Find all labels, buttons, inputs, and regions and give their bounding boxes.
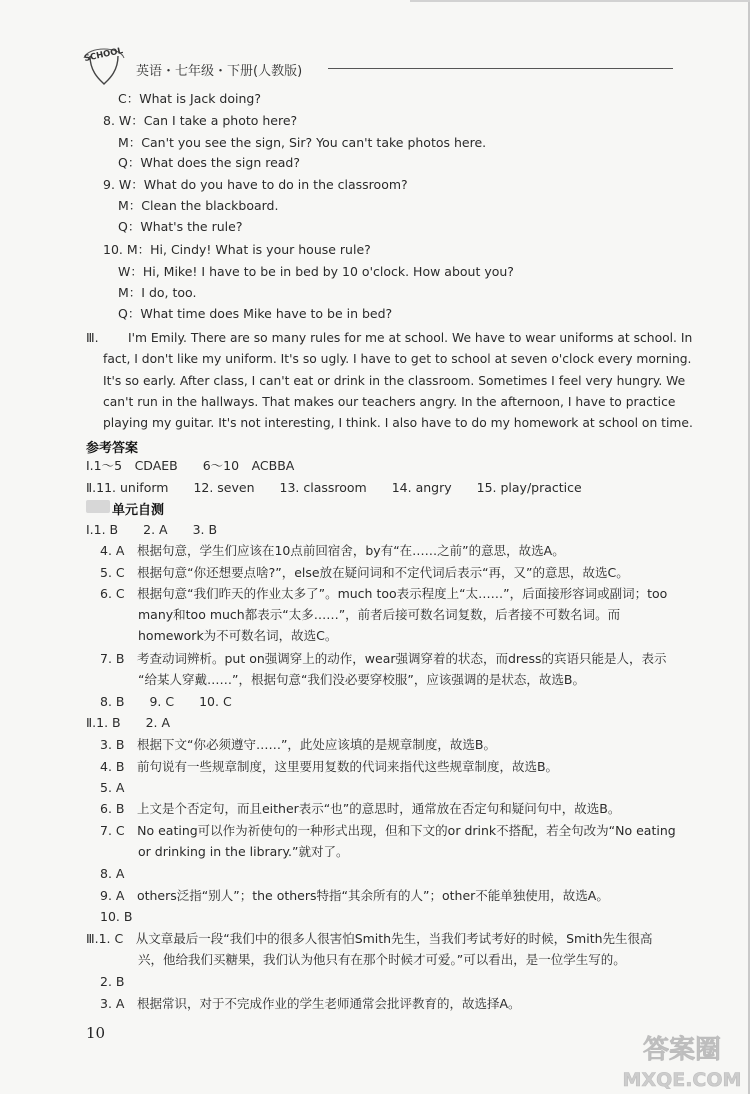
dialog-line: M：Clean the blackboard. xyxy=(118,198,279,213)
answers-heading: 参考答案 xyxy=(86,441,139,456)
unit-test-heading: 单元自测 xyxy=(112,503,165,518)
unit-test-line: 7. C No eating可以作为祈使句的一种形式出现，但和下文的or drink不搭配，若全句改为“No eating xyxy=(100,823,676,838)
dialog-line: W：Hi, Mike! I have to be in bed by 10 o'clock. How about you? xyxy=(118,264,514,279)
unit-test-line: 3. A 根据常识，对于不完成作业的学生老师通常会批评教育的，故选择A。 xyxy=(100,996,521,1011)
unit-test-line: 2. B xyxy=(100,974,125,989)
dialog-line: 9. W：What do you have to do in the classroom? xyxy=(103,177,408,192)
unit-test-line: 4. B 前句说有一些规章制度，这里要用复数的代词来指代这些规章制度，故选B。 xyxy=(100,759,559,774)
dialog-line: M：I do, too. xyxy=(118,285,197,300)
answer-line: Ⅱ.11. uniform 12. seven 13. classroom 14. angry 15. play/practice xyxy=(86,480,582,495)
unit-test-line: 8. B 9. C 10. C xyxy=(100,694,232,709)
unit-test-line: 8. A xyxy=(100,866,125,881)
page-number: 10 xyxy=(86,1024,106,1042)
dialog-line: 10. M：Hi, Cindy! What is your house rule? xyxy=(103,242,371,257)
page-header xyxy=(78,42,678,86)
unit-test-line: 10. B xyxy=(100,909,133,924)
unit-test-line: 4. A 根据句意，学生们应该在10点前回宿舍，by有“在……之前”的意思，故选A。 xyxy=(100,543,565,558)
watermark-logo-icon xyxy=(618,1030,746,1092)
header-rule xyxy=(328,68,673,69)
unit-test-line: Ⅱ.1. B 2. A xyxy=(86,715,171,730)
unit-test-line: 6. C 根据句意“我们昨天的作业太多了”。much too表示程度上“太……”，后面接形容词或副词；too xyxy=(100,586,668,601)
unit-test-line: 7. B 考查动词辨析。put on强调穿上的动作，wear强调穿着的状态，而dress的宾语只能是人，表示 xyxy=(100,651,667,666)
logo-text: SCHOOL xyxy=(83,46,124,65)
unit-badge-icon xyxy=(86,500,110,513)
unit-test-line: 3. B 根据下文“你必须遵守……”，此处应该填的是规章制度，故选B。 xyxy=(100,737,497,752)
passage-line: It's so early. After class, I can't eat or drink in the classroom. Sometimes I feel very hungry. We xyxy=(103,374,686,388)
passage-marker: Ⅲ. xyxy=(86,330,99,345)
unit-test-line: many和too much都表示“太多……”，前者后接可数名词复数，后者接不可数名词。而 xyxy=(138,607,621,622)
page-top-edge xyxy=(410,0,750,2)
passage-line: I'm Emily. There are so many rules for me at school. We have to wear uniforms at school. In xyxy=(128,331,693,345)
school-logo-icon xyxy=(78,42,130,86)
unit-test-line: 9. A others泛指“别人”；the others特指“其余所有的人”；other不能单独使用，故选A。 xyxy=(100,888,609,903)
dialog-line: Q：What's the rule? xyxy=(118,219,243,234)
unit-test-line: 5. C 根据句意“你还想要点啥?”，else放在疑问词和不定代词后表示“再，又”的意思，故选C。 xyxy=(100,565,629,580)
passage-line: playing my guitar. It's not interesting, I think. I also have to do my homework at school on time. xyxy=(103,416,693,430)
watermark-top-text: 答案圈 xyxy=(642,1035,722,1065)
unit-test-line: 6. B 上文是个否定句，而且either表示“也”的意思时，通常放在否定句和疑问句中，故选B。 xyxy=(100,801,621,816)
dialog-line: Q：What time does Mike have to be in bed? xyxy=(118,306,393,321)
dialog-line: 8. W：Can I take a photo here? xyxy=(103,113,298,128)
unit-test-line: 5. A xyxy=(100,780,125,795)
unit-test-line: “给某人穿戴……”，根据句意“我们没必要穿校服”，应该强调的是状态，故选B。 xyxy=(138,672,585,687)
dialog-line: Q：What does the sign read? xyxy=(118,155,301,170)
answer-line: Ⅰ.1～5 CDAEB 6～10 ACBBA xyxy=(86,458,295,473)
unit-test-line: homework为不可数名词，故选C。 xyxy=(138,628,338,643)
unit-test-line: Ⅰ.1. B 2. A 3. B xyxy=(86,522,218,537)
unit-test-line: or drinking in the library.”就对了。 xyxy=(138,844,349,859)
passage-line: can't run in the hallways. That makes our teachers angry. In the afternoon, I have to practice xyxy=(103,395,676,409)
watermark-bottom-text: MXQE.COM xyxy=(622,1069,742,1091)
header-title: 英语・七年级・下册(人教版) xyxy=(136,64,303,79)
unit-test-line: 兴，他给我们买糖果，我们认为他只有在那个时候才可爱。”可以看出，是一位学生写的。 xyxy=(138,952,626,967)
dialog-line: M：Can't you see the sign, Sir? You can't take photos here. xyxy=(118,135,487,150)
dialog-line: C：What is Jack doing? xyxy=(118,91,261,106)
unit-test-line: Ⅲ.1. C 从文章最后一段“我们中的很多人很害怕Smith先生，当我们考试考好的时候，Smith先生很高 xyxy=(86,931,653,946)
passage-line: fact, I don't like my uniform. It's so ugly. I have to get to school at seven o'clock every morning. xyxy=(103,352,692,366)
